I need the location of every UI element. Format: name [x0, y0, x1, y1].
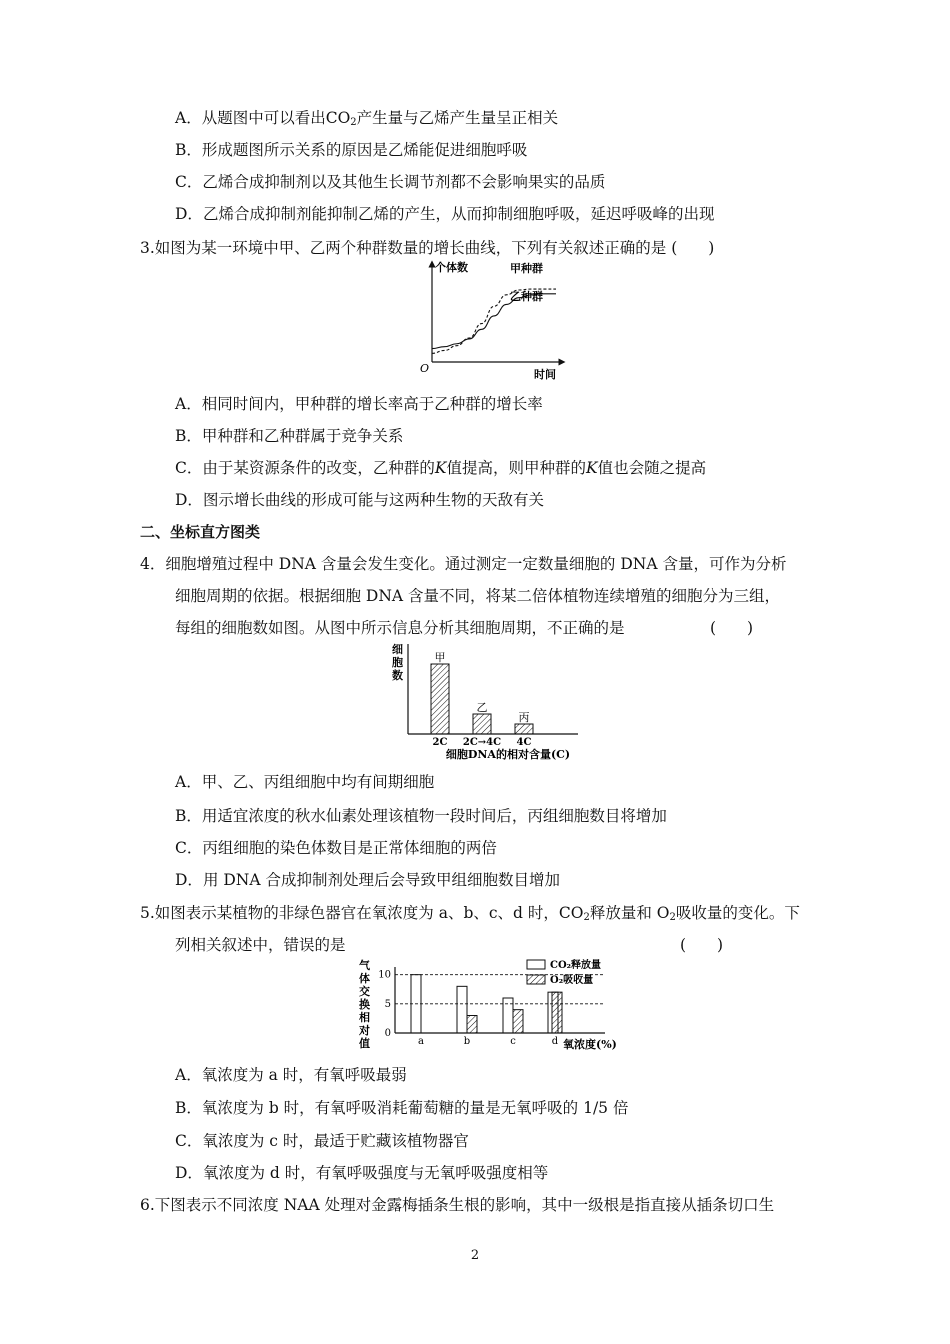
q5-answer-paren: ( ) — [680, 936, 724, 954]
q5-ytick-0: 0 — [384, 1028, 391, 1039]
q5-ytick-5: 5 — [384, 998, 391, 1010]
q3-legend-jia: 甲种群 — [510, 262, 543, 275]
q4-group-label-jia: 甲 — [434, 651, 446, 664]
q5-legend-swatch-o2 — [527, 975, 545, 984]
q4-answer-paren: ( ) — [710, 619, 754, 637]
section-heading: 二、坐标直方图类 — [140, 523, 261, 541]
q3-xlabel: 时间 — [534, 368, 556, 381]
q4-stem-line1: 4．细胞增殖过程中 DNA 含量会发生变化。通过测定一定数量细胞的 DNA 含量，可作为分析 — [140, 555, 787, 573]
q5-ylabel-char-4: 换 — [359, 998, 370, 1011]
q4-option-c: C．丙组细胞的染色体数目是正常体细胞的两倍 — [175, 839, 497, 857]
q4-stem-line2: 细胞周期的依据。根据细胞 DNA 含量不同，将某二倍体植物连续增殖的细胞分为三组， — [175, 587, 781, 605]
q6-stem: 6.下图表示不同浓度 NAA 处理对金露梅插条生根的影响，其中一级根是指直接从插条切口生 — [140, 1196, 775, 1214]
q4-bar-bing — [515, 724, 533, 734]
q5-legend-o2: O₂吸收量 — [550, 975, 594, 986]
q4-group-label-bing: 丙 — [518, 711, 530, 724]
q5-ylabel-char-6: 对 — [359, 1024, 370, 1037]
q4-ylabel-char-1: 细 — [392, 643, 403, 656]
q4-option-a: A．甲、乙、丙组细胞中均有间期细胞 — [175, 773, 435, 791]
q5-bar-o2-b — [467, 1016, 477, 1034]
q5-bar-co2-c — [503, 998, 513, 1033]
q3-growth-chart — [410, 258, 570, 382]
q5-bar-chart — [355, 955, 645, 1055]
q5-tick-c: c — [510, 1036, 516, 1047]
q4-bar-chart — [388, 640, 598, 765]
q5-option-c: C．氧浓度为 c 时，最适于贮藏该植物器官 — [175, 1132, 469, 1150]
q5-stem-line1: 5.如图表示某植物的非绿色器官在氧浓度为 a、b、c、d 时，$CO_2$释放量和 $O_2$吸收量的变化。下 — [140, 904, 800, 923]
q3-stem: 3.如图为某一环境中甲、乙两个种群数量的增长曲线，下列有关叙述正确的是 ( ) — [140, 239, 715, 257]
q5-ytick-10: 10 — [378, 969, 391, 981]
q4-group-label-yi: 乙 — [476, 701, 488, 714]
q3-origin: O — [420, 362, 430, 375]
q4-tick-4c: 4C — [516, 737, 532, 748]
page-number: 2 — [470, 1248, 480, 1263]
q5-legend-swatch-co2 — [527, 960, 545, 969]
q4-stem-line3: 每组的细胞数如图。从图中所示信息分析其细胞周期，不正确的是 — [175, 619, 625, 637]
q4-tick-2c-4c: 2C→4C — [462, 737, 502, 748]
q5-ylabel-char-5: 相 — [359, 1011, 370, 1024]
q5-legend-co2: CO₂释放量 — [550, 960, 602, 971]
q5-ylabel-char-7: 值 — [359, 1037, 370, 1050]
q5-option-a: A．氧浓度为 a 时，有氧呼吸最弱 — [175, 1066, 407, 1084]
q5-bar-o2-c — [513, 1010, 523, 1033]
q5-ylabel-char-2: 体 — [359, 972, 370, 985]
q2-option-c: C．乙烯合成抑制剂以及其他生长调节剂都不会影响果实的品质 — [175, 173, 606, 191]
q5-tick-a: a — [418, 1036, 424, 1047]
q5-tick-d: d — [551, 1036, 559, 1047]
q5-bar-o2-d — [552, 992, 562, 1033]
q4-bar-jia — [431, 664, 449, 734]
q4-bar-yi — [473, 714, 491, 734]
q4-ylabel-char-2: 胞 — [392, 656, 403, 669]
q3-option-b: B．甲种群和乙种群属于竞争关系 — [175, 427, 404, 445]
q5-xlabel: 氧浓度(%) — [563, 1038, 617, 1051]
q4-option-d: D．用 DNA 合成抑制剂处理后会导致甲组细胞数目增加 — [175, 871, 560, 889]
q3-ylabel: 个体数 — [435, 261, 468, 274]
q4-ylabel-char-3: 数 — [392, 669, 403, 682]
q5-option-b: B．氧浓度为 b 时，有氧呼吸消耗葡萄糖的量是无氧呼吸的 1/5 倍 — [175, 1099, 629, 1117]
q2-option-d: D．乙烯合成抑制剂能抑制乙烯的产生，从而抑制细胞呼吸，延迟呼吸峰的出现 — [175, 205, 715, 223]
q4-option-b: B．用适宜浓度的秋水仙素处理该植物一段时间后，丙组细胞数目将增加 — [175, 807, 667, 825]
q4-tick-2c: 2C — [432, 737, 448, 748]
q4-xlabel: 细胞DNA的相对含量(C) — [445, 748, 571, 761]
q5-stem-line2: 列相关叙述中，错误的是 — [175, 936, 346, 954]
q3-legend-yi: 乙种群 — [510, 290, 543, 303]
q5-ylabel-char-1: 气 — [359, 959, 370, 972]
q3-option-d: D．图示增长曲线的形成可能与这两种生物的天敌有关 — [175, 491, 544, 509]
q3-option-c: C．由于某资源条件的改变，乙种群的K值提高，则甲种群的K值也会随之提高 — [175, 459, 707, 477]
q5-option-d: D．氧浓度为 d 时，有氧呼吸强度与无氧呼吸强度相等 — [175, 1164, 549, 1182]
q5-ylabel-char-3: 交 — [359, 985, 370, 998]
q2-option-b: B．形成题图所示关系的原因是乙烯能促进细胞呼吸 — [175, 141, 528, 159]
q5-bar-co2-b — [457, 986, 467, 1033]
q3-option-a: A．相同时间内，甲种群的增长率高于乙种群的增长率 — [175, 395, 543, 413]
q5-tick-b: b — [463, 1036, 471, 1047]
q2-option-a: A．从题图中可以看出$CO_2$产生量与乙烯产生量呈正相关 — [175, 109, 559, 128]
